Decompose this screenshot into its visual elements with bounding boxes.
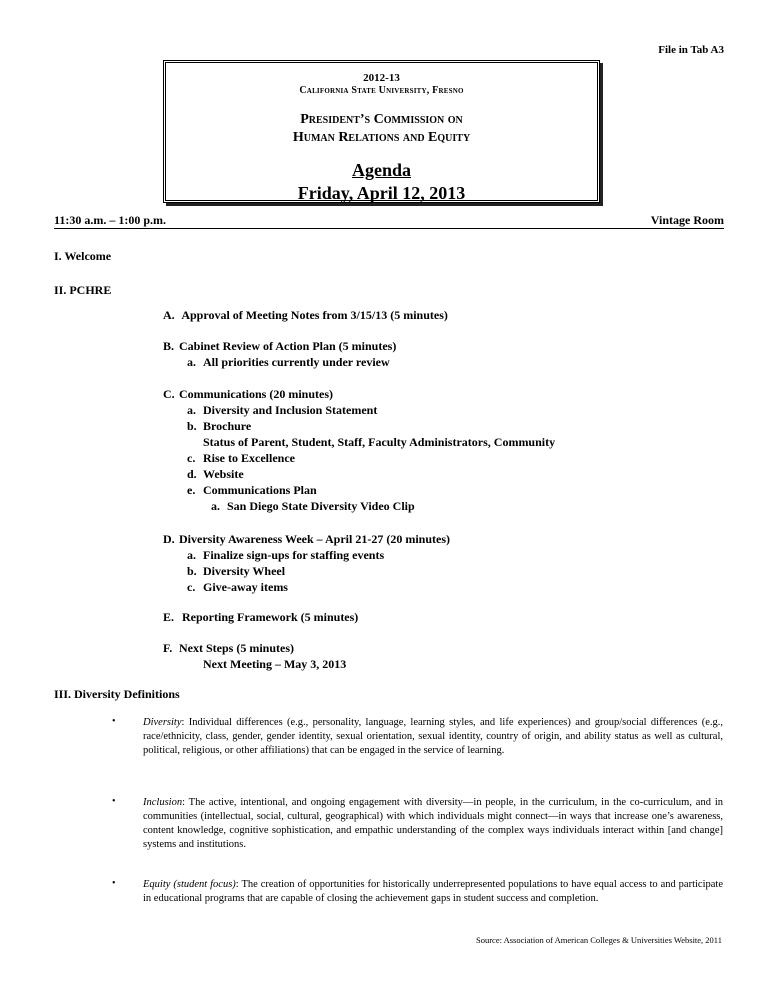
- meeting-location: Vintage Room: [650, 213, 724, 227]
- university-name: California State University, Fresno: [299, 85, 464, 96]
- commission-name: [166, 111, 597, 147]
- source-citation: Source: Association of American Colleges & Universities Website, 2011: [475, 935, 722, 945]
- item-text: Reporting Framework (5 minutes): [182, 610, 359, 624]
- agenda-item-c: [163, 386, 555, 514]
- section-definitions: III. Diversity Definitions: [54, 687, 180, 701]
- section-welcome: I. Welcome: [54, 249, 112, 263]
- agenda-heading: Agenda: [351, 160, 411, 180]
- commission-line-2: Human Relations and Equity: [292, 130, 471, 145]
- sub-label: c.: [187, 580, 196, 594]
- item-text: Approval of Meeting Notes from 3/15/13 (5 minutes): [181, 308, 448, 322]
- sub-text: Finalize sign-ups for staffing events: [203, 548, 385, 562]
- sub-label: a.: [187, 403, 196, 417]
- sub-text: Diversity Wheel: [203, 564, 286, 578]
- sub-label: a.: [187, 355, 196, 369]
- sub-text: Communications Plan: [203, 483, 317, 497]
- commission-line-1: President’s Commission on: [300, 112, 463, 127]
- meeting-time: 11:30 a.m. – 1:00 p.m.: [54, 213, 166, 227]
- sub-label: a.: [187, 548, 196, 562]
- item-label: F.: [163, 641, 173, 655]
- definition-term: Diversity: [143, 717, 182, 728]
- item-label: D.: [163, 532, 175, 546]
- item-label: A.: [163, 308, 175, 322]
- section-pchre: II. PCHRE: [54, 283, 112, 297]
- bullet-icon: •: [112, 796, 116, 807]
- bullet-icon: •: [112, 878, 116, 889]
- agenda-item-a: [163, 307, 448, 323]
- sub-label: c.: [187, 451, 196, 465]
- sub-label: b.: [187, 419, 197, 433]
- agenda-item-b: [163, 338, 396, 370]
- definition-equity: [143, 878, 723, 906]
- item-text: Communications (20 minutes): [179, 387, 334, 401]
- sub-label: a.: [211, 499, 220, 513]
- sub-text: Rise to Excellence: [203, 451, 295, 465]
- sub-text: Website: [203, 467, 244, 481]
- item-text: Diversity Awareness Week – April 21-27 (20 minutes): [179, 532, 450, 546]
- definition-text: : Individual differences (e.g., personality, language, learning styles, and life experiences) and group/social differences (e.g., race/ethnicity, class, gender, gender identity, sexual orientation, sexual identity, country of origin, and ability status as well as cultural, political, religious, or other affiliations) that can be engaged in the service of learning.: [143, 717, 723, 756]
- agenda-item-f: [163, 640, 346, 672]
- definition-term: Equity (student focus): [143, 879, 236, 890]
- brochure-status-note: Status of Parent, Student, Staff, Faculty Administrators, Community: [203, 435, 556, 449]
- agenda-item-d: [163, 531, 450, 595]
- meeting-date: Friday, April 12, 2013: [297, 183, 466, 203]
- sub-text: San Diego State Diversity Video Clip: [227, 499, 415, 513]
- title-box: [163, 60, 600, 203]
- agenda-item-e: [163, 609, 358, 625]
- definition-text: : The active, intentional, and ongoing engagement with diversity—in people, in the curriculum, in the co-curriculum, and in communities (intellectual, social, cultural, geographical) with which individuals might connect—in ways that increase one’s awareness, content knowledge, cognitive sophistication, and empathic understanding of the complex ways individuals interact within [and change] systems and institutions.: [143, 797, 723, 850]
- definition-text: : The creation of opportunities for historically underrepresented populations to have equal access to and participate in educational programs that are capable of closing the achievement gaps in student success and completion.: [143, 879, 723, 904]
- file-tab-label: File in Tab A3: [658, 44, 724, 56]
- sub-text: Brochure: [203, 419, 252, 433]
- bullet-icon: •: [112, 716, 116, 727]
- item-text: Cabinet Review of Action Plan (5 minutes): [179, 339, 397, 353]
- item-label: C.: [163, 387, 175, 401]
- item-label: E.: [163, 610, 175, 624]
- sub-text: All priorities currently under review: [203, 355, 390, 369]
- definition-term: Inclusion: [143, 797, 183, 808]
- sub-label: b.: [187, 564, 197, 578]
- sub-text: Diversity and Inclusion Statement: [203, 403, 378, 417]
- meeting-info-row: [54, 210, 724, 229]
- sub-label: e.: [187, 483, 196, 497]
- item-label: B.: [163, 339, 175, 353]
- next-meeting-note: Next Meeting – May 3, 2013: [203, 657, 347, 671]
- item-text: Next Steps (5 minutes): [179, 641, 294, 655]
- definition-diversity: [143, 716, 723, 758]
- academic-year: 2012-13: [363, 72, 400, 84]
- sub-text: Give-away items: [203, 580, 288, 594]
- definition-inclusion: [143, 796, 723, 852]
- sub-label: d.: [187, 467, 197, 481]
